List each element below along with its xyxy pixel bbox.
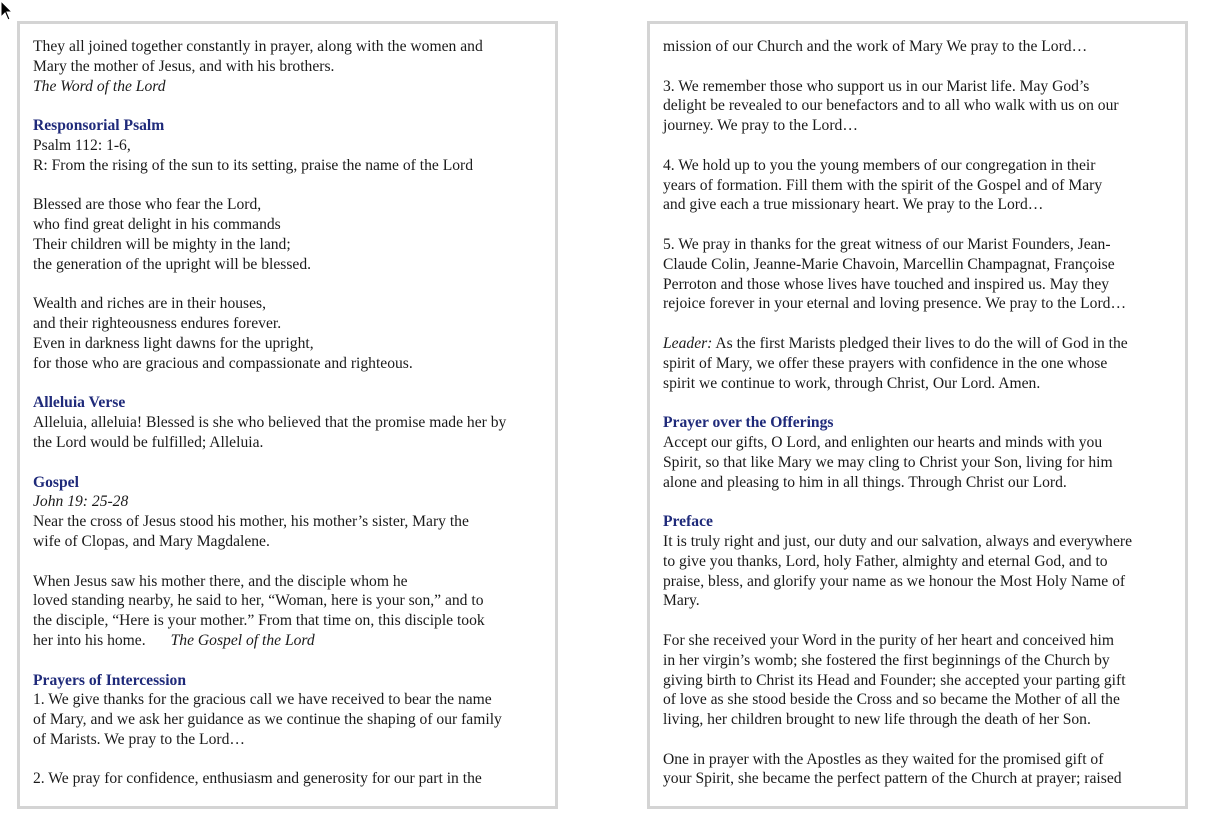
mouse-pointer-icon <box>0 0 14 22</box>
left-column <box>33 37 548 789</box>
gospel-heading: Gospel <box>33 473 79 491</box>
alleluia-heading: Alleluia Verse <box>33 394 126 412</box>
offerings-text: Accept our gifts, O Lord, and enlighten our hearts and minds with you Spirit, so that like Mary we may cling to Christ your Son, living for him alone and pleasing to him in all things. Through Christ our Lord. <box>663 433 1113 491</box>
psalm-stanza: Wealth and riches are in their houses, and their righteousness endures forever. Even in darkness light dawns for the upright, for those who are gracious and compassionate and righteous. <box>33 295 413 372</box>
preface-paragraph: For she received your Word in the purity of her heart and conceived him in her virgin’s womb; she fostered the first beginnings of the Church by giving birth to Christ its Head and Founder; she accepted your parting gift of love as she stood beside the Cross and so became the Mother of all the living, her children brought to new life through the death of her Son. <box>663 631 1126 729</box>
leader-text: As the first Marists pledged their lives to do the will of God in the spirit of Mary, we offer these prayers with confidence in the one whose spirit we continue to work, through Christ, Our Lord. Amen. <box>663 334 1128 392</box>
psalm-reference: Psalm 112: 1-6, <box>33 136 131 154</box>
intro-attribution: The Word of the Lord <box>33 77 166 95</box>
alleluia-text: Alleluia, alleluia! Blessed is she who believed that the promise made her by the Lord would be fulfilled; Alleluia. <box>33 414 507 451</box>
psalm-heading: Responsorial Psalm <box>33 117 165 135</box>
leader-prayer <box>663 334 1178 393</box>
intro-text: They all joined together constantly in prayer, along with the women and Mary the mother of Jesus, and with his brothers. <box>33 38 483 75</box>
gospel-paragraph: Near the cross of Jesus stood his mother, his mother’s sister, Mary the wife of Clopas, and Mary Magdalene. <box>33 513 469 550</box>
gospel-paragraph <box>33 572 548 651</box>
right-column <box>663 37 1178 789</box>
intercession-item: 2. We pray for confidence, enthusiasm and generosity for our part in the <box>33 770 482 788</box>
preface-paragraph: It is truly right and just, our duty and our salvation, always and everywhere to give you thanks, Lord, holy Father, almighty and eternal God, and to praise, bless, and glorify your name as we honour the Most Holy Name of Mary. <box>663 532 1133 610</box>
left-page <box>17 21 558 809</box>
psalm-response: R: From the rising of the sun to its setting, praise the name of the Lord <box>33 156 474 174</box>
preface-paragraph: One in prayer with the Apostles as they waited for the promised gift of your Spirit, she became the perfect pattern of the Church at prayer; raised <box>663 750 1122 788</box>
intercession-item: 1. We give thanks for the gracious call we have received to bear the name of Mary, and we ask her guidance as we continue the shaping of our family of Marists. We pray to the Lord… <box>33 691 502 748</box>
intercession-item: mission of our Church and the work of Mary We pray to the Lord… <box>663 38 1088 55</box>
gospel-reference: John 19: 25-28 <box>33 493 129 511</box>
intercession-item: 5. We pray in thanks for the great witness of our Marist Founders, Jean- Claude Colin, Jeanne-Marie Chavoin, Marcellin Champagnat, Françoise Perroton and those whose lives have touched and inspired us. May they rejoice forever in your eternal and loving presence. We pray to the Lord… <box>663 235 1127 313</box>
gospel-attribution: The Gospel of the Lord <box>170 631 315 649</box>
intercession-item: 3. We remember those who support us in our Marist life. May God’s delight be revealed to our benefactors and to all who walk with us on our journey. We pray to the Lord… <box>663 77 1119 135</box>
right-page <box>647 21 1188 809</box>
intercession-item: 4. We hold up to you the young members of our congregation in their years of formation. Fill them with the spirit of the Gospel and of Mary and give each a true missionary heart. We pray to the Lord… <box>663 156 1103 214</box>
gospel-paragraph-text: When Jesus saw his mother there, and the disciple whom he loved standing nearby, he said to her, “Woman, here is your son,” and to the disciple, “Here is your mother.” From that time on, this disciple took her into his home. <box>33 572 485 649</box>
preface-heading: Preface <box>663 513 713 531</box>
psalm-stanza: Blessed are those who fear the Lord, who find great delight in his commands Their children will be mighty in the land; the generation of the upright will be blessed. <box>33 196 312 273</box>
intercession-heading: Prayers of Intercession <box>33 671 187 689</box>
leader-label: Leader: <box>663 334 713 352</box>
offerings-heading: Prayer over the Offerings <box>663 414 834 432</box>
